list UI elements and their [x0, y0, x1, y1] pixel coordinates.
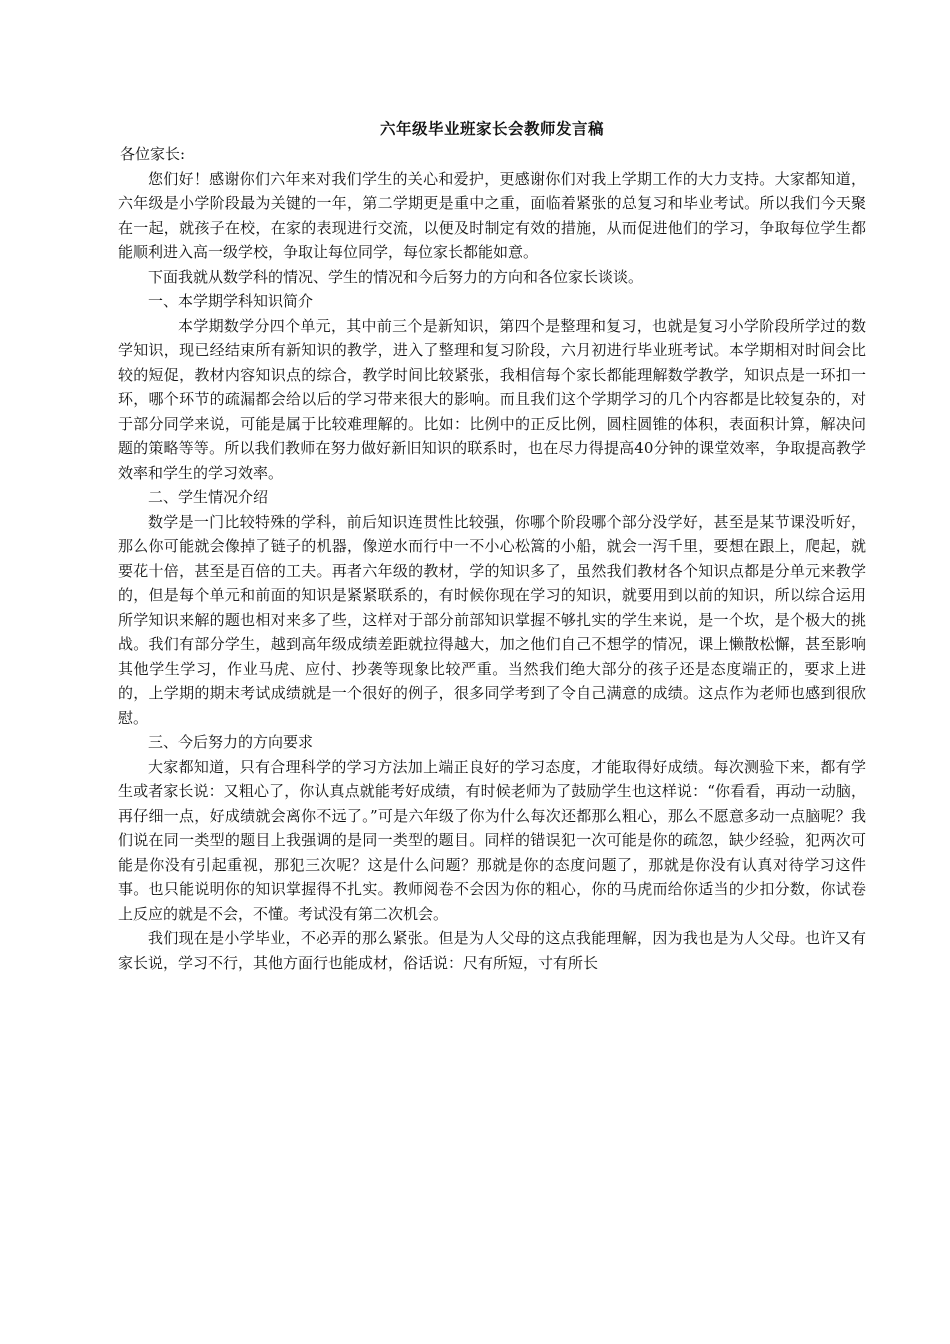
greeting: 各位家长:: [120, 145, 186, 163]
section-heading: 二、学生情况介绍: [148, 488, 269, 506]
intro-paragraph: 您们好！感谢你们六年来对我们学生的关心和爱护，更感谢你们对我上学期工作的大力支持。大家都知道，六年级是小学阶段最为关键的一年，第二学期更是重中之重，面临着紧张的总复习和毕业考试。所以我们今天聚在一起，就孩子在校，在家的表现进行交流，以便及时制定有效的措施，从而促进他们的学习，争取每位学生都能顺利进入高一级学校，争取让每位同学，每位家长都能如意。: [118, 169, 866, 261]
document-title: 六年级毕业班家长会教师发言稿: [379, 119, 604, 138]
section-paragraph: 我们现在是小学毕业，不必弄的那么紧张。但是为人父母的这点我能理解，因为我也是为人父母。也许又有家长说，学习不行，其他方面行也能成材，俗话说：尺有所短，寸有所长: [118, 929, 866, 972]
document-page: [118, 118, 866, 975]
section-paragraph: 数学是一门比较特殊的学科，前后知识连贯性比较强，你哪个阶段哪个部分没学好，甚至是某节课没听好，那么你可能就会像掉了链子的机器，像逆水而行中一不小心松篙的小船，就会一泻千里，要想在跟上，爬起，就要花十倍，甚至是百倍的工夫。再者六年级的教材，学的知识多了，虽然我们教材各个知识点都是分单元来教学的，但是每个单元和前面的知识是紧紧联系的，有时候你现在学习的知识，就要用到以前的知识，所以综合运用所学知识来解的题也相对来多了些，这样对于部分前部知识掌握不够扎实的学生来说，是一个坎，是个极大的挑战。我们有部分学生，越到高年级成绩差距就拉得越大，加之他们自己不想学的情况，课上懒散松懈，甚至影响其他学生学习，作业马虎、应付、抄袭等现象比较严重。当然我们绝大部分的孩子还是态度端正的，要求上进的，上学期的期末考试成绩就是一个很好的例子，很多同学考到了令自己满意的成绩。这点作为老师也感到很欣慰。: [118, 512, 866, 727]
intro-paragraph: 下面我就从数学科的情况、学生的情况和今后努力的方向和各位家长谈谈。: [148, 267, 644, 286]
section-heading: 三、今后努力的方向要求: [148, 733, 314, 751]
section-heading: 一、本学期学科知识简介: [148, 292, 314, 310]
section-paragraph: 大家都知道，只有合理科学的学习方法加上端正良好的学习态度，才能取得好成绩。每次测验下来，都有学生或者家长说：又粗心了，你认真点就能考好成绩，有时候老师为了鼓励学生也这样说：“你看看，再动一动脑，再仔细一点，好成绩就会离你不远了。”可是六年级了你为什么每次还都那么粗心，那么不愿意多动一点脑呢？我们说在同一类型的题目上我强调的是同一类型的题目。同样的错误犯一次可能是你的疏忽，缺少经验，犯两次可能是你没有引起重视，那犯三次呢？这是什么问题？那就是你的态度问题了，那就是你没有认真对待学习这件事。也只能说明你的知识掌握得不扎实。教师阅卷不会因为你的粗心，你的马虎而给你适当的少扣分数，你试卷上反应的就是不会，不懂。考试没有第二次机会。: [118, 757, 866, 923]
section-paragraph: 本学期数学分四个单元，其中前三个是新知识，第四个是整理和复习，也就是复习小学阶段所学过的数学知识，现已经结束所有新知识的教学，进入了整理和复习阶段，六月初进行毕业班考试。本学期相对时间会比较的短促，教材内容知识点的综合，教学时间比较紧张，我相信每个家长都能理解数学教学，知识点是一环扣一环，哪个环节的疏漏都会给以后的学习带来很大的影响。而且我们这个学期学习的几个内容都是比较复杂的，对于部分同学来说，可能是属于比较难理解的。比如：比例中的正反比例，圆柱圆锥的体积，表面积计算，解决问题的策略等等。所以我们教师在努力做好新旧知识的联系时，也在尽力得提高40分钟的课堂效率，争取提高教学效率和学生的学习效率。: [118, 316, 866, 482]
